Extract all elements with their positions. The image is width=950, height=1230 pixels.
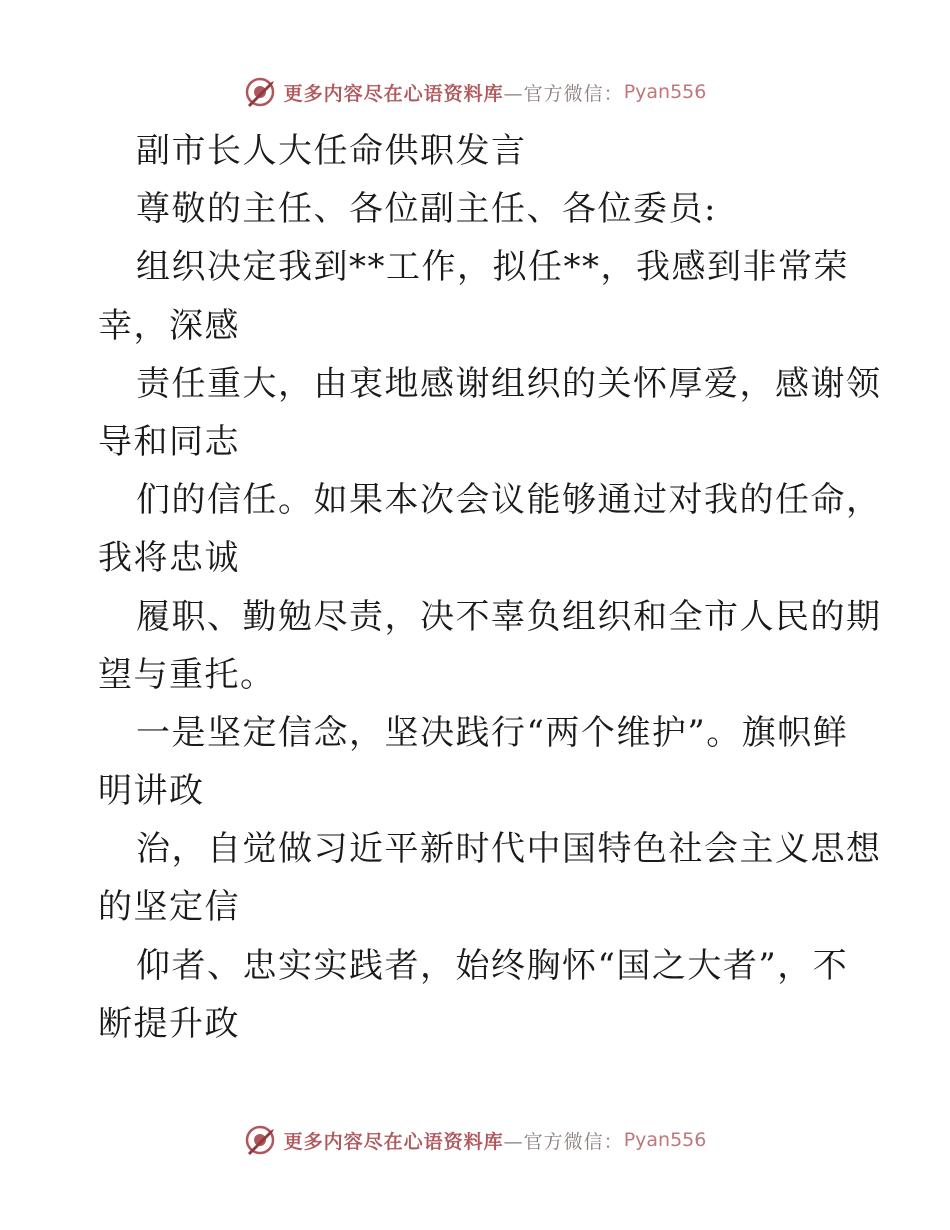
doc-line: 治，自觉做习近平新时代中国特色社会主义思想 (136, 829, 882, 870)
doc-line: 的坚定信 (98, 887, 240, 928)
pen-logo-icon (244, 1123, 278, 1157)
doc-line: 望与重托。 (98, 654, 276, 695)
pen-logo-icon (244, 75, 278, 109)
banner-title: 更多内容尽在心语资料库 (283, 82, 504, 105)
header-banner (0, 72, 950, 112)
banner-title: 更多内容尽在心语资料库 (283, 1130, 504, 1153)
doc-line: 导和同志 (98, 421, 240, 462)
banner-subtitle: —官方微信： (503, 82, 624, 105)
document-body (98, 122, 882, 1053)
doc-line: 们的信任。如果本次会议能够通过对我的任命， (136, 480, 882, 521)
banner-wechat-id: Pyan556 (623, 1129, 707, 1151)
doc-line: 履职、勤勉尽责，决不辜负组织和全市人民的期 (136, 596, 882, 637)
doc-line: 一是坚定信念，坚决践行“两个维护”。旗帜鲜 (136, 712, 849, 753)
footer-banner (0, 1120, 950, 1160)
doc-line: 幸，深感 (98, 305, 240, 346)
doc-line: 仰者、忠实实践者，始终胸怀“国之大者”，不 (136, 945, 849, 986)
banner-wechat-id: Pyan556 (623, 81, 707, 103)
doc-line: 明讲政 (98, 771, 205, 812)
doc-line: 我将忠诚 (98, 538, 240, 579)
doc-line: 组织决定我到**工作，拟任**，我感到非常荣 (136, 247, 849, 288)
doc-line: 断提升政 (98, 1003, 240, 1044)
banner-subtitle: —官方微信： (503, 1130, 624, 1153)
doc-salutation: 尊敬的主任、各位副主任、各位委员: (136, 189, 717, 230)
doc-line: 责任重大，由衷地感谢组织的关怀厚爱，感谢领 (136, 363, 882, 404)
doc-title: 副市长人大任命供职发言 (136, 131, 527, 171)
